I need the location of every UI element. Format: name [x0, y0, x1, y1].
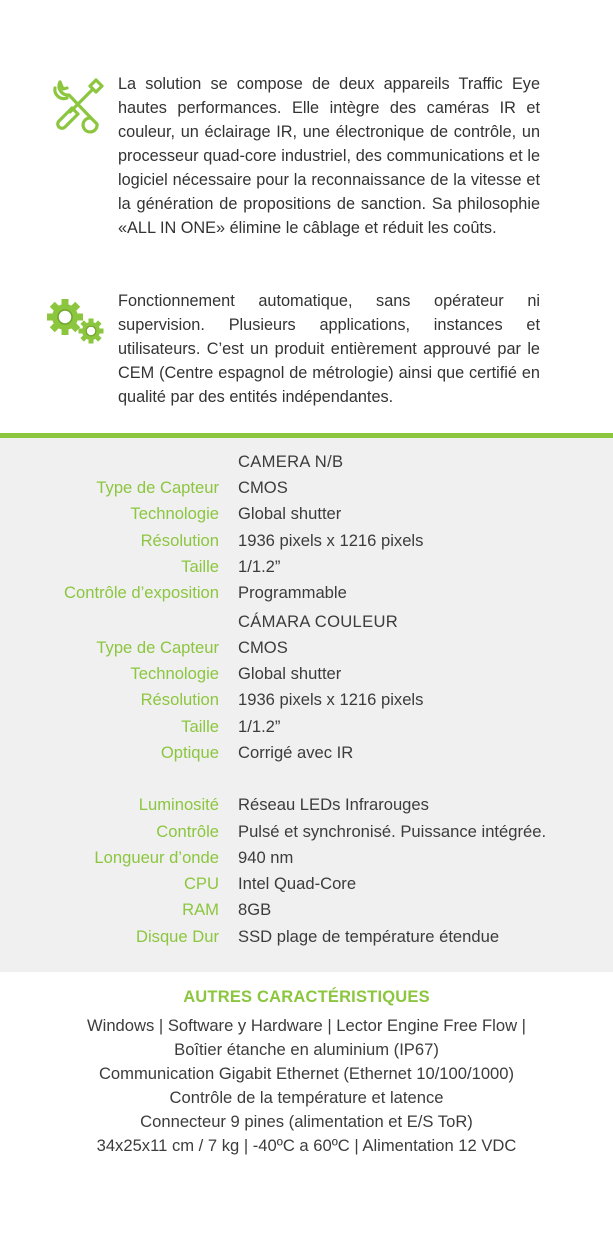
spec-label: Technologie	[130, 504, 219, 523]
spec-label: RAM	[182, 900, 219, 919]
spec-label: Résolution	[140, 531, 219, 550]
spec-heading-color	[0, 609, 613, 635]
intro-text-solution: La solution se compose de deux appareils Traffic Eye hautes performances. Elle intègre des caméras IR et couleur, un éclairage IR, une électronique de contrôle, un processeur quad-core industriel, des communications et le logiciel nécessaire pour la reconnaissance de la vitesse et la génération de propositions de sanction. Sa philosophie «ALL IN ONE» élimine le câblage et réduit les coûts.	[118, 75, 540, 237]
spec-row	[0, 554, 613, 580]
spec-value: 8GB	[238, 900, 272, 919]
spec-value: Programmable	[238, 583, 347, 602]
spec-heading-bw	[0, 449, 613, 475]
gears-icon	[46, 289, 108, 351]
spec-row	[0, 714, 613, 740]
other-line: Communication Gigabit Ethernet (Ethernet 10/100/1000)	[98, 1064, 515, 1083]
other-line: Contrôle de la température et latence	[169, 1088, 444, 1107]
spec-value: Réseau LEDs Infrarouges	[238, 795, 429, 814]
spec-label: Disque Dur	[135, 927, 219, 946]
intro-text-operation: Fonctionnement automatique, sans opérateur ni supervision. Plusieurs applications, instances et utilisateurs. C’est un produit entièrement approuvé par le CEM (Centre espagnol de métrologie) ainsi que certifié en qualité par des entités indépendantes.	[118, 292, 540, 406]
spec-panel	[0, 438, 613, 972]
spec-row	[0, 792, 613, 818]
other-line: 34x25x11 cm / 7 kg | -40ºC a 60ºC | Alimentation 12 VDC	[96, 1136, 517, 1155]
spec-row	[0, 501, 613, 527]
spec-label: Longueur d’onde	[94, 848, 219, 867]
other-line: Windows | Software y Hardware | Lector Engine Free Flow |	[86, 1016, 526, 1035]
spec-value: CMOS	[238, 478, 288, 497]
spec-value: CMOS	[238, 638, 288, 657]
spec-label: Résolution	[140, 690, 219, 709]
spec-label: Contrôle	[156, 822, 219, 841]
spec-label: Luminosité	[138, 795, 219, 814]
spec-value: 1936 pixels x 1216 pixels	[238, 531, 424, 550]
spec-value: 1936 pixels x 1216 pixels	[238, 690, 424, 709]
spec-row	[0, 897, 613, 923]
spec-label: Taille	[181, 717, 219, 736]
other-characteristics-title: AUTRES CARACTÉRISTIQUES	[183, 988, 430, 1006]
spec-label: Taille	[181, 557, 219, 576]
spec-label: Type de Capteur	[96, 478, 219, 497]
spec-row	[0, 528, 613, 554]
spec-row	[0, 819, 613, 845]
spec-label: Contrôle d’exposition	[64, 583, 219, 602]
spec-value: Corrigé avec IR	[238, 743, 354, 762]
spec-row	[0, 475, 613, 501]
spec-label: Type de Capteur	[96, 638, 219, 657]
section-heading: CÁMARA COULEUR	[238, 612, 399, 631]
spec-value: 1/1.2”	[238, 717, 281, 736]
spec-row	[0, 580, 613, 606]
spec-value: 940 nm	[238, 848, 294, 867]
spec-row	[0, 845, 613, 871]
spec-value: SSD plage de température étendue	[238, 927, 500, 946]
spec-value: Global shutter	[238, 504, 342, 523]
spec-label: Optique	[160, 743, 219, 762]
tools-icon	[46, 72, 108, 134]
other-line: Connecteur 9 pines (alimentation et E/S ToR)	[140, 1112, 473, 1131]
spec-value: Global shutter	[238, 664, 342, 683]
spec-row	[0, 740, 613, 766]
spec-row	[0, 661, 613, 687]
spec-row	[0, 871, 613, 897]
spec-row	[0, 635, 613, 661]
spec-label: Technologie	[130, 664, 219, 683]
spec-value: 1/1.2”	[238, 557, 281, 576]
other-line: Boîtier étanche en aluminium (IP67)	[174, 1040, 439, 1059]
section-heading: CAMERA N/B	[238, 452, 344, 471]
spec-row	[0, 924, 613, 950]
spec-row	[0, 687, 613, 713]
spec-label: CPU	[183, 874, 219, 893]
spec-value: Pulsé et synchronisé. Puissance intégrée.	[238, 822, 547, 841]
spec-value: Intel Quad-Core	[238, 874, 357, 893]
